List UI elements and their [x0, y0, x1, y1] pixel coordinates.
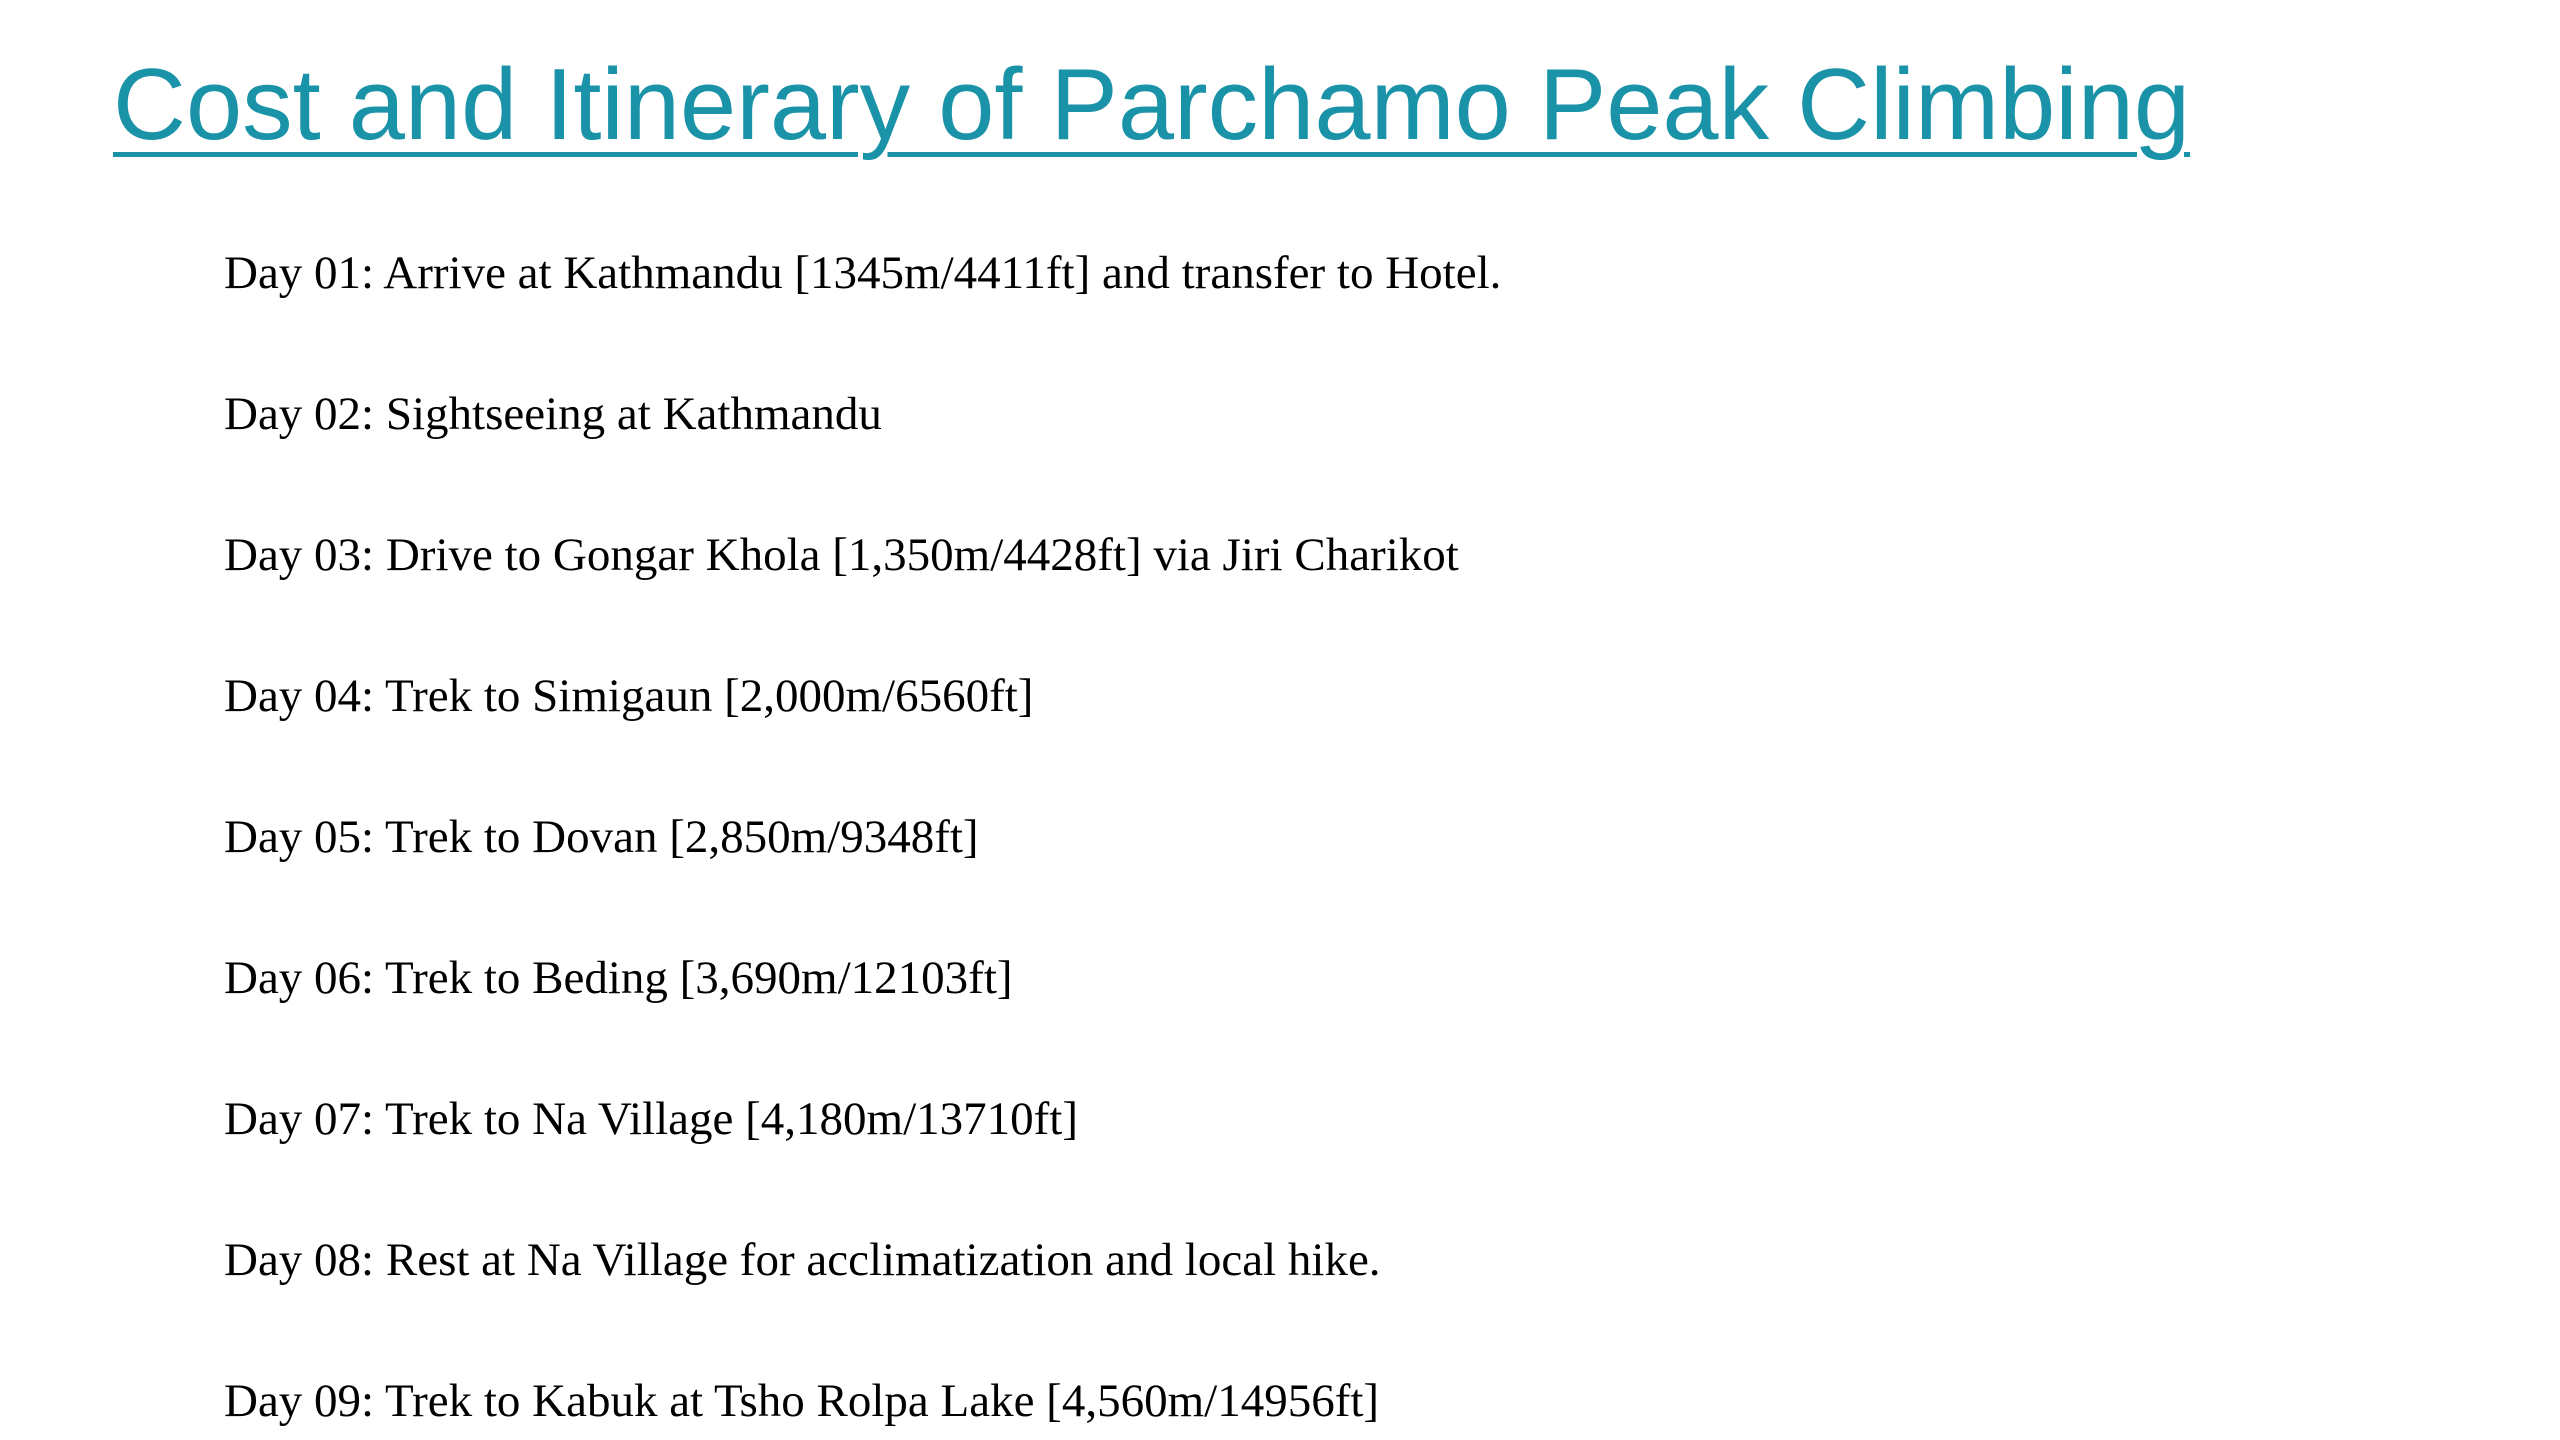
itinerary-day-07: Day 07: Trek to Na Village [4,180m/13710ft] [224, 1093, 1078, 1145]
itinerary-day-08: Day 08: Rest at Na Village for acclimatization and local hike. [224, 1234, 1381, 1286]
page-title-link[interactable]: Cost and Itinerary of Parchamo Peak Climbing [113, 49, 2191, 161]
itinerary-list [224, 228, 1501, 1440]
itinerary-day-02: Day 02: Sightseeing at Kathmandu [224, 388, 882, 440]
itinerary-day-04: Day 04: Trek to Simigaun [2,000m/6560ft] [224, 670, 1034, 722]
itinerary-day-03: Day 03: Drive to Gongar Khola [1,350m/4428ft] via Jiri Charikot [224, 529, 1459, 581]
itinerary-day-05: Day 05: Trek to Dovan [2,850m/9348ft] [224, 811, 979, 863]
itinerary-day-01: Day 01: Arrive at Kathmandu [1345m/4411ft] and transfer to Hotel. [224, 247, 1502, 299]
itinerary-day-09: Day 09: Trek to Kabuk at Tsho Rolpa Lake [4,560m/14956ft] [224, 1375, 1380, 1427]
itinerary-day-06: Day 06: Trek to Beding [3,690m/12103ft] [224, 952, 1013, 1004]
